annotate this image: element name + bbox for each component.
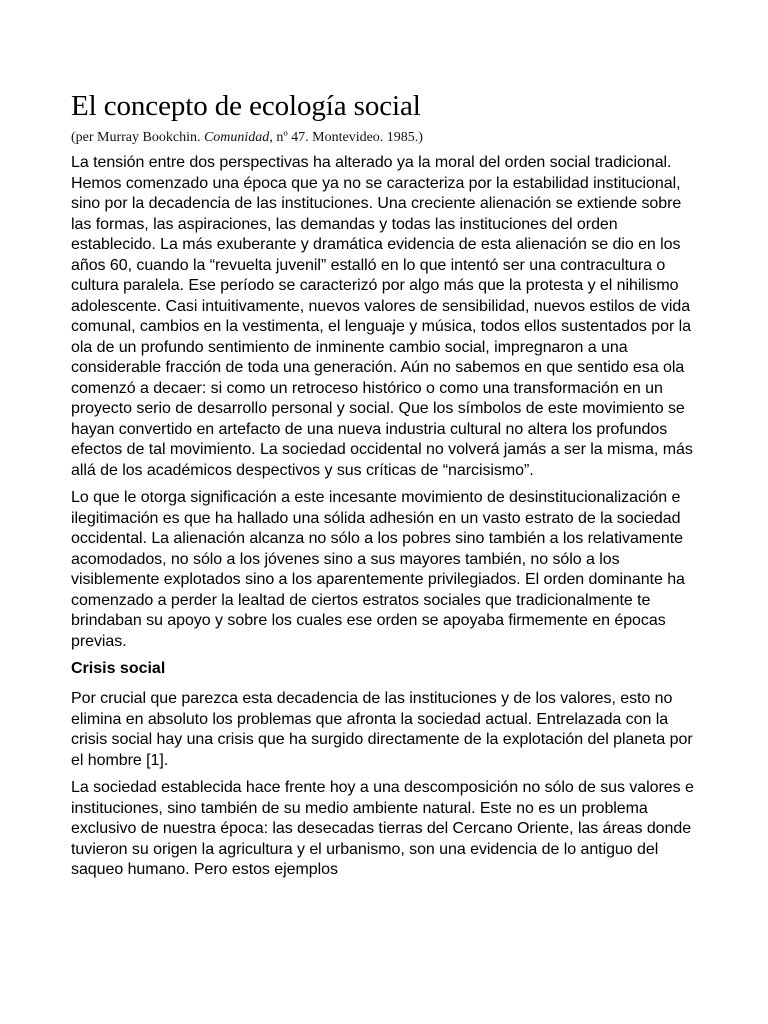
article-byline xyxy=(71,129,703,147)
body-paragraph-1: La tensión entre dos perspectivas ha alterado ya la moral del orden social tradicional. Hemos comenzado una época que ya no se caracteriza por la estabilidad institucional, sino por la decadencia de las instituciones. Una creciente alienación se extiende sobre las formas, las aspiraciones, las demandas y todas las instituciones del orden establecido. La más exuberante y dramática evidencia de esta alienación se dio en los años 60, cuando la “revuelta juvenil” estalló en lo que intentó ser una contracultura o cultura paralela. Ese período se caracterizó por algo más que la protesta y el nihilismo adolescente. Casi intuitivamente, nuevos valores de sensibilidad, nuevos estilos de vida comunal, cambios en la vestimenta, el lenguaje y música, todos ellos sustentados por la ola de un profundo sentimiento de inminente cambio social, impregnaron a una considerable fracción de toda una generación. Aún no sabemos en que sentido esa ola comenzó a decaer: si como un retroceso histórico o como una transformación en un proyecto serio de desarrollo personal y social. Que los símbolos de este movimiento se hayan convertido en artefacto de una nueva industria cultural no altera los profundos efectos de tal movimiento. La sociedad occidental no volverá jamás a ser la misma, más allá de los académicos despectivos y sus críticas de “narcisismo”. xyxy=(71,154,693,479)
section-paragraph-1: Por crucial que parezca esta decadencia de las instituciones y de los valores, esto no elimina en absoluto los problemas que afronta la sociedad actual. Entrelazada con la crisis social hay una crisis que ha surgido directamente de la explotación del planeta por el hombre [1]. xyxy=(71,690,693,769)
section-heading: Crisis social xyxy=(71,660,166,677)
byline-suffix: , nº 47. Montevideo. 1985.) xyxy=(269,130,423,145)
document-page xyxy=(71,88,703,888)
byline-prefix: (per Murray Bookchin. xyxy=(71,130,204,145)
body-paragraph-2: Lo que le otorga significación a este incesante movimiento de desinstitucionalización e ilegitimación es que ha hallado una sólida adhesión en un vasto estrato de la sociedad occidental. La alienación alcanza no sólo a los pobres sino también a los relativamente acomodados, no sólo a los jóvenes sino a sus mayores también, no sólo a los visiblemente explotados sino a los aparentemente privilegiados. El orden dominante ha comenzado a perder la lealtad de ciertos estratos sociales que tradicionalmente te brindaban su apoyo y sobre los cuales ese orden se apoyaba firmemente en épocas previas. xyxy=(71,489,685,650)
article-title: El concepto de ecología social xyxy=(71,90,421,122)
section-paragraph-2: La sociedad establecida hace frente hoy a una descomposición no sólo de sus valores e instituciones, sino también de su medio ambiente natural. Este no es un problema exclusivo de nuestra época: las desecadas tierras del Cercano Oriente, las áreas donde tuvieron su origen la agricultura y el urbanismo, son una evidencia de lo antiguo del saqueo humano. Pero estos ejemplos xyxy=(71,779,694,878)
byline-publication: Comunidad xyxy=(203,130,270,145)
